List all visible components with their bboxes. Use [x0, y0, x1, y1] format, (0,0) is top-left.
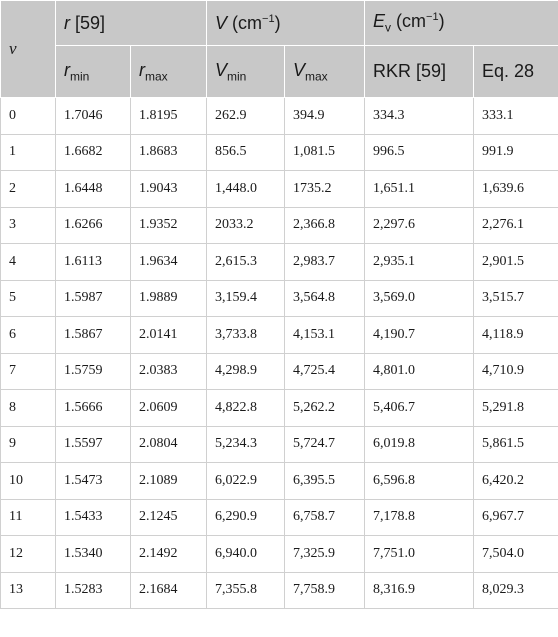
- cell-ev-eq28: 3,515.7: [474, 280, 558, 317]
- cell-ev-rkr: 4,801.0: [365, 353, 474, 390]
- header-vmin: $V_{min}$: [207, 46, 285, 98]
- header-rkr: RKR [59]: [365, 46, 474, 98]
- cell-nu: 1: [1, 134, 56, 171]
- cell-r-max: 1.8195: [131, 98, 207, 135]
- table-row: [1, 426, 558, 463]
- cell-v-min: 856.5: [207, 134, 285, 171]
- cell-v-max: 1735.2: [285, 171, 365, 208]
- table-row: [1, 463, 558, 500]
- cell-v-max: 7,325.9: [285, 536, 365, 573]
- cell-ev-rkr: 1,651.1: [365, 171, 474, 208]
- cell-ev-eq28: 2,901.5: [474, 244, 558, 281]
- cell-v-max: 6,395.5: [285, 463, 365, 500]
- cell-r-min: 1.5340: [56, 536, 131, 573]
- cell-nu: 12: [1, 536, 56, 573]
- cell-ev-eq28: 1,639.6: [474, 171, 558, 208]
- cell-r-max: 2.1245: [131, 499, 207, 536]
- cell-r-max: 2.0141: [131, 317, 207, 354]
- cell-r-min: 1.5283: [56, 572, 131, 609]
- cell-nu: 10: [1, 463, 56, 500]
- cell-ev-rkr: 334.3: [365, 98, 474, 135]
- header-row-sub: [1, 46, 558, 98]
- cell-v-max: 5,724.7: [285, 426, 365, 463]
- cell-ev-rkr: 3,569.0: [365, 280, 474, 317]
- cell-r-max: 1.9352: [131, 207, 207, 244]
- cell-ev-rkr: 7,751.0: [365, 536, 474, 573]
- cell-ev-rkr: 4,190.7: [365, 317, 474, 354]
- cell-v-min: 6,022.9: [207, 463, 285, 500]
- cell-nu: 13: [1, 572, 56, 609]
- cell-ev-rkr: 2,297.6: [365, 207, 474, 244]
- cell-ev-eq28: 6,967.7: [474, 499, 558, 536]
- cell-r-max: 1.9889: [131, 280, 207, 317]
- cell-r-max: 1.9043: [131, 171, 207, 208]
- cell-r-min: 1.5473: [56, 463, 131, 500]
- cell-ev-eq28: 4,710.9: [474, 353, 558, 390]
- cell-v-min: 6,940.0: [207, 536, 285, 573]
- cell-v-max: 1,081.5: [285, 134, 365, 171]
- cell-ev-eq28: 333.1: [474, 98, 558, 135]
- header-nu: ν: [1, 1, 56, 98]
- header-row-top: [1, 1, 558, 46]
- cell-v-min: 3,159.4: [207, 280, 285, 317]
- cell-nu: 3: [1, 207, 56, 244]
- cell-ev-rkr: 6,019.8: [365, 426, 474, 463]
- header-rmin: $r_{min}$: [56, 46, 131, 98]
- header-vmax: $V_{max}$: [285, 46, 365, 98]
- cell-nu: 9: [1, 426, 56, 463]
- cell-r-max: 2.1684: [131, 572, 207, 609]
- cell-r-min: 1.7046: [56, 98, 131, 135]
- table-row: [1, 134, 558, 171]
- header-r: r [59]: [56, 1, 207, 46]
- cell-ev-rkr: 6,596.8: [365, 463, 474, 500]
- table-row: [1, 98, 558, 135]
- cell-nu: 2: [1, 171, 56, 208]
- cell-r-min: 1.5666: [56, 390, 131, 427]
- cell-r-max: 2.0609: [131, 390, 207, 427]
- table-row: [1, 171, 558, 208]
- header-v: V $(cm^{-1})$: [207, 1, 365, 46]
- cell-r-min: 1.6448: [56, 171, 131, 208]
- cell-v-min: 1,448.0: [207, 171, 285, 208]
- cell-ev-rkr: 7,178.8: [365, 499, 474, 536]
- cell-nu: 0: [1, 98, 56, 135]
- header-rmax: $r_{max}$: [131, 46, 207, 98]
- cell-v-max: 6,758.7: [285, 499, 365, 536]
- table-row: [1, 317, 558, 354]
- table-row: [1, 207, 558, 244]
- cell-ev-rkr: 2,935.1: [365, 244, 474, 281]
- cell-v-min: 5,234.3: [207, 426, 285, 463]
- table-body: [1, 98, 558, 609]
- header-ev: $E_v$ $(cm^{-1})$: [365, 1, 558, 46]
- cell-nu: 11: [1, 499, 56, 536]
- cell-r-min: 1.5759: [56, 353, 131, 390]
- cell-v-min: 4,822.8: [207, 390, 285, 427]
- cell-v-max: 3,564.8: [285, 280, 365, 317]
- cell-ev-rkr: 996.5: [365, 134, 474, 171]
- table-row: [1, 572, 558, 609]
- cell-v-max: 7,758.9: [285, 572, 365, 609]
- cell-r-max: 2.1089: [131, 463, 207, 500]
- table-row: [1, 280, 558, 317]
- cell-ev-eq28: 6,420.2: [474, 463, 558, 500]
- cell-v-min: 2,615.3: [207, 244, 285, 281]
- cell-v-max: 2,366.8: [285, 207, 365, 244]
- cell-ev-eq28: 2,276.1: [474, 207, 558, 244]
- cell-r-max: 1.9634: [131, 244, 207, 281]
- cell-ev-eq28: 5,861.5: [474, 426, 558, 463]
- cell-r-max: 2.1492: [131, 536, 207, 573]
- cell-nu: 6: [1, 317, 56, 354]
- cell-nu: 4: [1, 244, 56, 281]
- cell-v-min: 3,733.8: [207, 317, 285, 354]
- cell-nu: 8: [1, 390, 56, 427]
- cell-v-min: 262.9: [207, 98, 285, 135]
- header-eq28: Eq. 28: [474, 46, 558, 98]
- cell-ev-eq28: 8,029.3: [474, 572, 558, 609]
- cell-nu: 5: [1, 280, 56, 317]
- cell-r-min: 1.5597: [56, 426, 131, 463]
- cell-r-min: 1.5987: [56, 280, 131, 317]
- cell-v-min: 7,355.8: [207, 572, 285, 609]
- cell-r-max: 1.8683: [131, 134, 207, 171]
- cell-v-min: 4,298.9: [207, 353, 285, 390]
- cell-r-max: 2.0383: [131, 353, 207, 390]
- cell-r-min: 1.5867: [56, 317, 131, 354]
- cell-r-min: 1.6266: [56, 207, 131, 244]
- cell-ev-eq28: 991.9: [474, 134, 558, 171]
- table-row: [1, 536, 558, 573]
- cell-v-min: 6,290.9: [207, 499, 285, 536]
- cell-ev-eq28: 5,291.8: [474, 390, 558, 427]
- cell-r-min: 1.6113: [56, 244, 131, 281]
- cell-ev-eq28: 4,118.9: [474, 317, 558, 354]
- table-row: [1, 390, 558, 427]
- table-row: [1, 353, 558, 390]
- table-row: [1, 244, 558, 281]
- table-header: [1, 1, 558, 98]
- cell-v-max: 394.9: [285, 98, 365, 135]
- cell-ev-rkr: 5,406.7: [365, 390, 474, 427]
- cell-r-min: 1.5433: [56, 499, 131, 536]
- cell-ev-rkr: 8,316.9: [365, 572, 474, 609]
- cell-v-max: 4,725.4: [285, 353, 365, 390]
- cell-r-min: 1.6682: [56, 134, 131, 171]
- cell-v-max: 2,983.7: [285, 244, 365, 281]
- cell-ev-eq28: 7,504.0: [474, 536, 558, 573]
- cell-v-min: 2033.2: [207, 207, 285, 244]
- cell-v-max: 5,262.2: [285, 390, 365, 427]
- cell-nu: 7: [1, 353, 56, 390]
- cell-v-max: 4,153.1: [285, 317, 365, 354]
- cell-r-max: 2.0804: [131, 426, 207, 463]
- table-row: [1, 499, 558, 536]
